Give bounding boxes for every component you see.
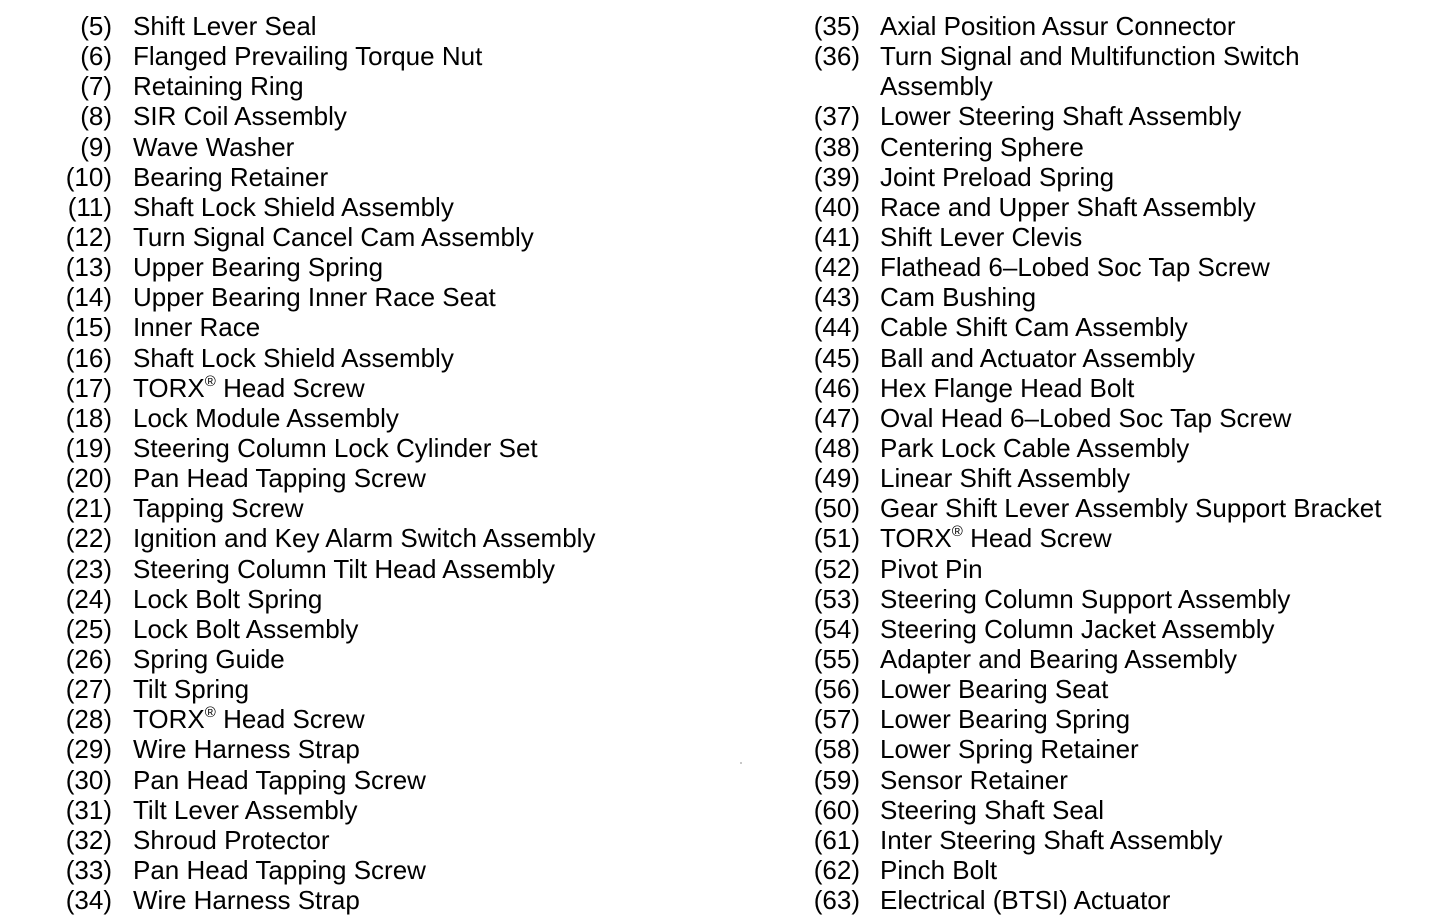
part-name: Wave Washer — [133, 131, 295, 162]
part-number: (62) — [813, 854, 860, 885]
part-number: (29) — [65, 734, 112, 765]
part-number: (7) — [80, 71, 112, 102]
parts-list-item — [0, 523, 720, 553]
part-name: Electrical (BTSI) Actuator — [880, 885, 1171, 916]
parts-list-item — [800, 674, 1440, 704]
part-name: Adapter and Bearing Assembly — [880, 643, 1237, 674]
part-number: (38) — [813, 131, 860, 162]
registered-mark: ® — [204, 704, 216, 722]
part-name: Steering Column Jacket Assembly — [880, 613, 1275, 644]
parts-list-item — [0, 554, 720, 584]
part-name: Sensor Retainer — [880, 764, 1068, 795]
part-name: Cable Shift Cam Assembly — [880, 312, 1188, 343]
part-number: (48) — [813, 432, 860, 463]
parts-list-item — [0, 855, 720, 885]
parts-list-item — [0, 252, 720, 282]
part-name: Lock Module Assembly — [133, 402, 399, 433]
part-name: Cam Bushing — [880, 282, 1037, 313]
parts-list-item — [800, 373, 1440, 403]
part-number: (49) — [813, 463, 860, 494]
part-number: (59) — [813, 764, 860, 795]
parts-list-item — [0, 403, 720, 433]
part-number: (14) — [65, 282, 112, 313]
parts-list-item — [800, 463, 1440, 493]
parts-list-item — [0, 885, 720, 915]
parts-list-item — [0, 704, 720, 734]
parts-list-item — [800, 222, 1440, 252]
part-name: Linear Shift Assembly — [880, 463, 1131, 494]
parts-list-item — [800, 162, 1440, 192]
part-name: Ignition and Key Alarm Switch Assembly — [133, 523, 596, 554]
part-name: Steering Column Tilt Head Assembly — [133, 553, 555, 584]
part-number: (46) — [813, 372, 860, 403]
part-name: Flanged Prevailing Torque Nut — [133, 41, 483, 72]
part-number: (57) — [813, 704, 860, 735]
part-name: Lower Bearing Spring — [880, 704, 1131, 735]
parts-list-item — [0, 11, 720, 41]
part-number: (51) — [813, 523, 860, 554]
parts-list-item — [800, 523, 1440, 553]
part-number: (21) — [65, 493, 112, 524]
parts-list-item — [800, 282, 1440, 312]
part-number: (54) — [813, 613, 860, 644]
registered-mark: ® — [204, 372, 216, 390]
part-name: Tilt Lever Assembly — [133, 794, 358, 825]
parts-list-item — [800, 101, 1440, 131]
part-name: Steering Shaft Seal — [880, 794, 1105, 825]
part-name-suffix: Head Screw — [223, 704, 365, 735]
part-number: (19) — [65, 432, 112, 463]
part-name: Race and Upper Shaft Assembly — [880, 191, 1256, 222]
part-number: (35) — [813, 11, 860, 41]
parts-list-item — [800, 433, 1440, 463]
part-number: (22) — [65, 523, 112, 554]
part-name: Inner Race — [133, 312, 261, 343]
parts-list-item — [0, 162, 720, 192]
part-name: Shaft Lock Shield Assembly — [133, 191, 454, 222]
parts-list-item — [800, 192, 1440, 222]
part-name: Shroud Protector — [133, 824, 330, 855]
part-name: Lock Bolt Assembly — [133, 613, 359, 644]
part-number: (42) — [813, 252, 860, 283]
part-number: (12) — [65, 221, 112, 252]
part-name-base: TORX — [133, 372, 205, 403]
part-name: Ball and Actuator Assembly — [880, 342, 1196, 373]
parts-list-item — [0, 463, 720, 493]
part-name: Wire Harness Strap — [133, 885, 360, 916]
part-number: (27) — [65, 674, 112, 705]
part-name-suffix: Head Screw — [223, 372, 365, 403]
parts-list-item — [0, 433, 720, 463]
part-number: (55) — [813, 643, 860, 674]
part-name-suffix: Head Screw — [970, 523, 1112, 554]
parts-list-item — [0, 222, 720, 252]
part-number: (6) — [80, 41, 112, 72]
parts-list-item — [0, 41, 720, 71]
part-number: (13) — [65, 252, 112, 283]
part-number: (63) — [813, 885, 860, 916]
part-number: (20) — [65, 463, 112, 494]
part-name: Upper Bearing Inner Race Seat — [133, 282, 496, 313]
parts-list-item — [800, 704, 1440, 734]
part-number: (5) — [80, 11, 112, 41]
parts-list-item — [800, 11, 1440, 41]
part-name: Flathead 6–Lobed Soc Tap Screw — [880, 252, 1270, 283]
part-name: Steering Column Lock Cylinder Set — [133, 432, 538, 463]
part-number: (16) — [65, 342, 112, 373]
parts-list-item — [800, 795, 1440, 825]
parts-list-item — [0, 825, 720, 855]
part-number: (26) — [65, 643, 112, 674]
part-name: Oval Head 6–Lobed Soc Tap Screw — [880, 402, 1292, 433]
part-name-base: TORX — [133, 704, 205, 735]
part-name: Turn Signal and Multifunction Switch Assembly — [880, 41, 1300, 102]
part-number: (52) — [813, 553, 860, 584]
part-name: Tilt Spring — [133, 674, 250, 705]
parts-list-item — [800, 403, 1440, 433]
parts-list-item — [0, 674, 720, 704]
part-number: (43) — [813, 282, 860, 313]
part-name: Turn Signal Cancel Cam Assembly — [133, 221, 534, 252]
part-name: Lower Steering Shaft Assembly — [880, 101, 1242, 132]
part-name: Lower Bearing Seat — [880, 674, 1109, 705]
part-name: Bearing Retainer — [133, 161, 329, 192]
part-number: (60) — [813, 794, 860, 825]
part-name: Joint Preload Spring — [880, 161, 1115, 192]
part-number: (34) — [65, 885, 112, 916]
part-number: (15) — [65, 312, 112, 343]
part-name: SIR Coil Assembly — [133, 101, 347, 132]
parts-list-item — [800, 584, 1440, 614]
part-number: (18) — [65, 402, 112, 433]
parts-list-item — [0, 132, 720, 162]
part-number: (10) — [65, 161, 112, 192]
part-name: Wire Harness Strap — [133, 734, 360, 765]
part-name: Retaining Ring — [133, 71, 304, 102]
part-name: Lock Bolt Spring — [133, 583, 323, 614]
part-name: Pan Head Tapping Screw — [133, 764, 426, 795]
parts-list-item — [0, 101, 720, 131]
parts-list-item — [0, 765, 720, 795]
part-number: (32) — [65, 824, 112, 855]
part-number: (47) — [813, 402, 860, 433]
parts-list-item — [800, 734, 1440, 764]
parts-list-item — [800, 765, 1440, 795]
parts-list-item — [800, 41, 1440, 101]
part-name: Pinch Bolt — [880, 854, 998, 885]
part-name: Shift Lever Clevis — [880, 222, 1083, 252]
part-name: Lower Spring Retainer — [880, 734, 1139, 765]
parts-list-item — [0, 192, 720, 222]
parts-list-item — [800, 885, 1440, 915]
parts-list-item — [0, 795, 720, 825]
part-number: (58) — [813, 734, 860, 765]
part-name-base: TORX — [880, 523, 952, 554]
parts-list-item — [800, 644, 1440, 674]
part-number: (36) — [813, 41, 860, 72]
part-number: (31) — [65, 794, 112, 825]
part-number: (8) — [80, 101, 112, 132]
part-name: Spring Guide — [133, 643, 285, 674]
part-name: Hex Flange Head Bolt — [880, 372, 1135, 403]
part-name: Pan Head Tapping Screw — [133, 854, 426, 885]
part-number: (9) — [80, 131, 112, 162]
parts-list-item — [800, 614, 1440, 644]
part-number: (53) — [813, 583, 860, 614]
parts-list-item — [800, 343, 1440, 373]
parts-list-item — [0, 644, 720, 674]
part-number: (61) — [813, 824, 860, 855]
parts-list-item — [0, 493, 720, 523]
part-name: Axial Position Assur Connector — [880, 11, 1236, 41]
part-number: (17) — [65, 372, 112, 403]
part-number: (44) — [813, 312, 860, 343]
parts-list-item — [800, 493, 1440, 523]
parts-list-item — [800, 252, 1440, 282]
parts-list-item — [0, 312, 720, 342]
part-name: Steering Column Support Assembly — [880, 583, 1291, 614]
registered-mark: ® — [951, 523, 963, 541]
parts-list-item — [0, 373, 720, 403]
part-number: (28) — [65, 704, 112, 735]
part-name: Centering Sphere — [880, 131, 1084, 162]
part-number: (33) — [65, 854, 112, 885]
part-number: (30) — [65, 764, 112, 795]
part-number: (41) — [813, 222, 860, 252]
part-name — [133, 704, 365, 734]
parts-list-item — [800, 825, 1440, 855]
part-number: (11) — [67, 191, 112, 222]
parts-list-item — [800, 855, 1440, 885]
part-name: Shift Lever Seal — [133, 11, 317, 41]
parts-list-item — [800, 132, 1440, 162]
parts-list-item — [0, 282, 720, 312]
parts-list-item — [0, 343, 720, 373]
part-name: Shaft Lock Shield Assembly — [133, 342, 454, 373]
part-number: (23) — [65, 553, 112, 584]
part-name: Pan Head Tapping Screw — [133, 463, 426, 494]
part-name: Tapping Screw — [133, 493, 304, 524]
part-number: (24) — [65, 583, 112, 614]
part-number: (45) — [813, 342, 860, 373]
part-number: (40) — [813, 191, 860, 222]
part-name: Upper Bearing Spring — [133, 252, 384, 283]
parts-list-right — [800, 11, 1440, 915]
part-number: (39) — [813, 161, 860, 192]
part-number: (56) — [813, 674, 860, 705]
parts-list-item — [800, 312, 1440, 342]
parts-list-item — [0, 614, 720, 644]
parts-list-item — [0, 71, 720, 101]
part-name: Pivot Pin — [880, 553, 983, 584]
part-name: Gear Shift Lever Assembly Support Bracket — [880, 493, 1382, 524]
part-name: Inter Steering Shaft Assembly — [880, 824, 1223, 855]
parts-list-item — [0, 584, 720, 614]
parts-list-left — [0, 11, 720, 915]
part-number: (37) — [813, 101, 860, 132]
parts-list-item — [800, 554, 1440, 584]
part-name: Park Lock Cable Assembly — [880, 432, 1190, 463]
scan-speck — [740, 762, 742, 764]
part-number: (25) — [65, 613, 112, 644]
parts-list-item — [0, 734, 720, 764]
part-number: (50) — [813, 493, 860, 524]
part-name — [133, 373, 365, 403]
part-name — [880, 523, 1112, 553]
